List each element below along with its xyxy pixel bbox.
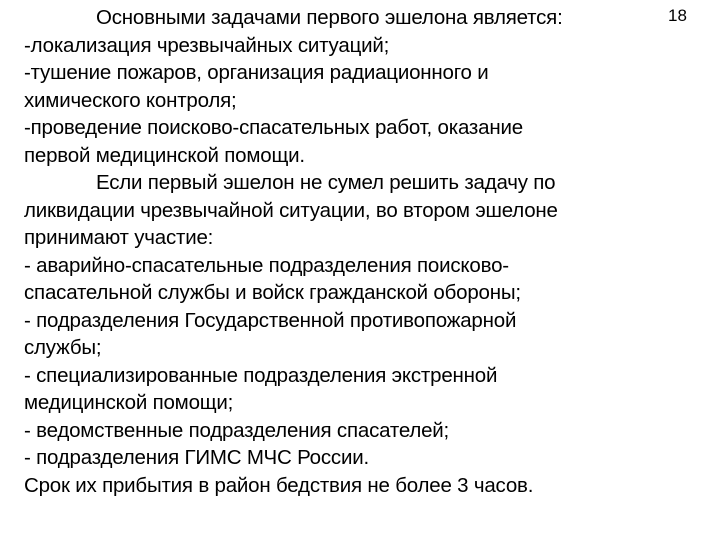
text-line: химического контроля; — [24, 88, 237, 112]
text-line: - аварийно-спасательные подразделения поисково- — [24, 253, 509, 277]
text-line: -тушение пожаров, организация радиационного и — [24, 61, 489, 84]
text-line: ликвидации чрезвычайной ситуации, во втором эшелоне — [24, 198, 558, 222]
text-line: Основными задачами первого эшелона является: — [96, 6, 563, 29]
text-line: службы; — [24, 336, 102, 359]
slide-body-text — [24, 4, 664, 499]
text-line: - подразделения ГИМС МЧС России. — [24, 446, 369, 469]
page-number: 18 — [668, 6, 687, 25]
text-line: -проведение поисково-спасательных работ, оказание — [24, 116, 523, 139]
text-line: Если первый эшелон не сумел решить задачу по — [96, 171, 556, 194]
text-line: принимают участие: — [24, 226, 214, 249]
text-line: -локализация чрезвычайных ситуаций; — [24, 33, 390, 57]
text-line: - подразделения Государственной противопожарной — [24, 308, 517, 332]
text-line: медицинской помощи; — [24, 391, 234, 414]
text-line: - ведомственные подразделения спасателей; — [24, 418, 450, 442]
text-line: первой медицинской помощи. — [24, 143, 305, 167]
text-line: спасательной службы и войск гражданской обороны; — [24, 281, 521, 304]
text-line: Срок их прибытия в район бедствия не более 3 часов. — [24, 473, 534, 497]
text-line: - специализированные подразделения экстренной — [24, 363, 498, 387]
